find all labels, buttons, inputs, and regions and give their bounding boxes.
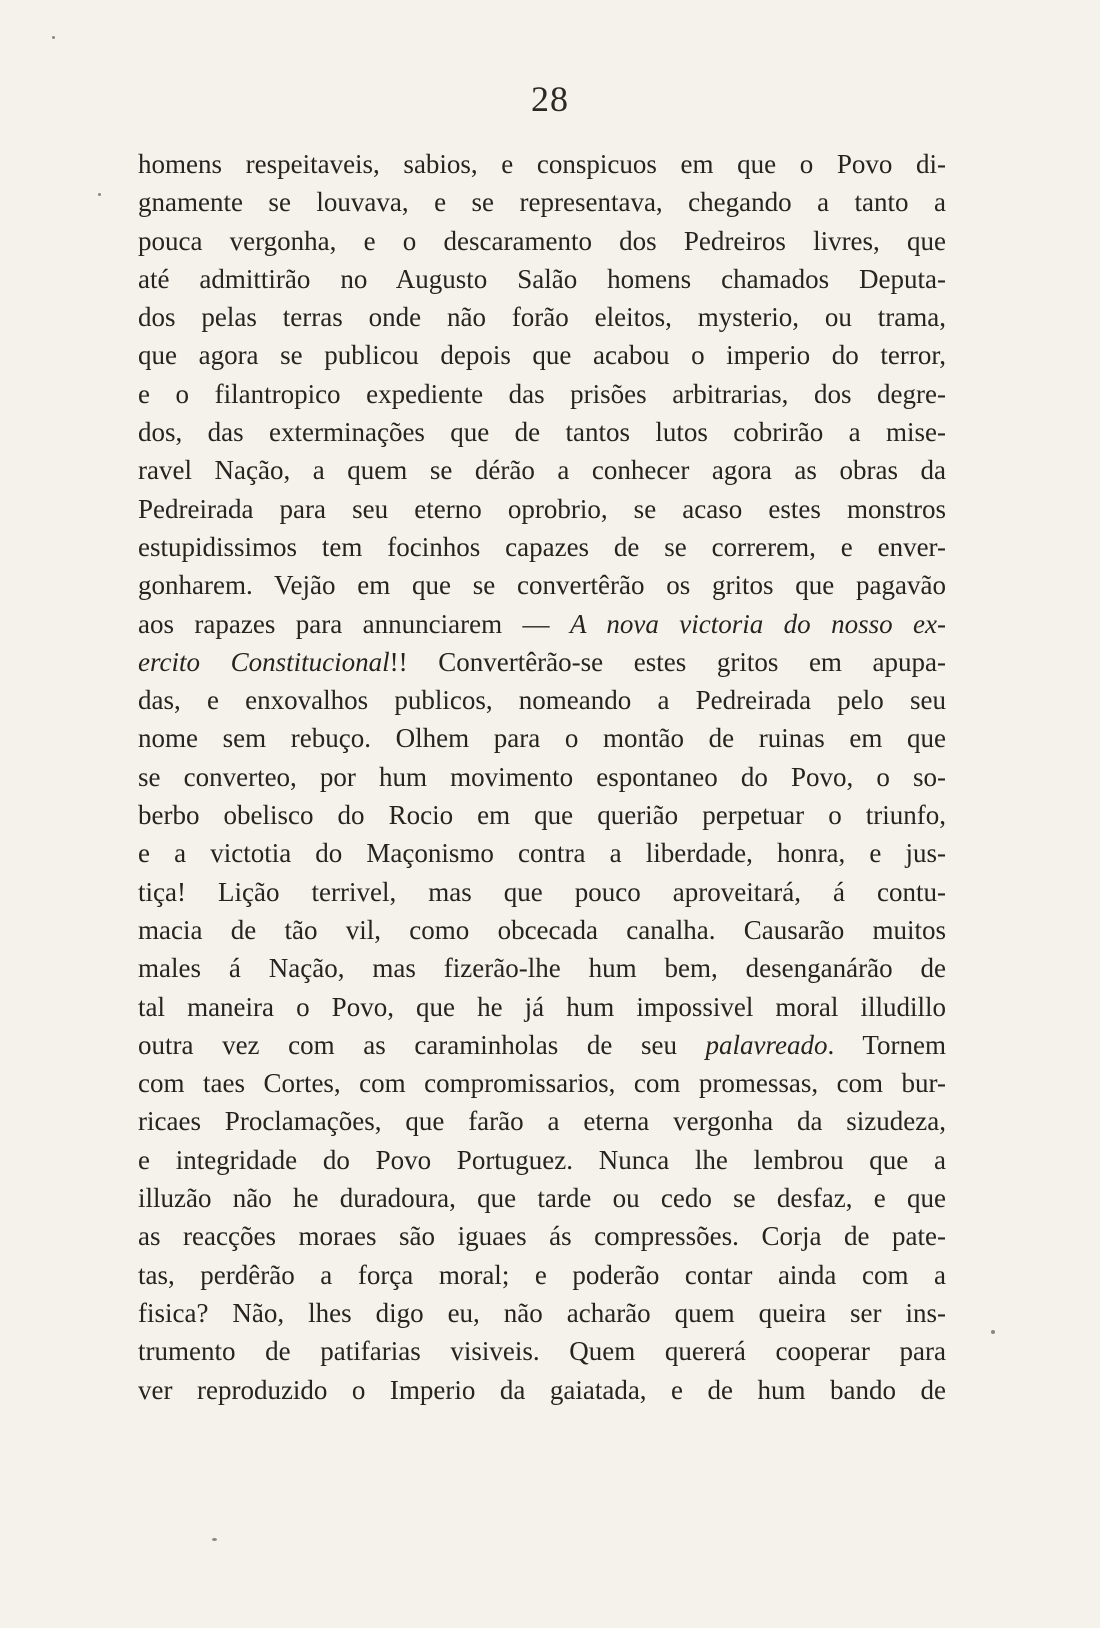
text-line: macia de tão vil, como obcecada canalha. Causarão muitos <box>138 914 946 945</box>
text-line: nome sem rebuço. Olhem para o montão de ruinas em que <box>138 723 946 754</box>
text-line: Pedreirada para seu eterno oprobrio, se acaso estes monstros <box>138 493 946 524</box>
text-line: e o filantropico expediente das prisões arbitrarias, dos degre- <box>138 378 946 409</box>
text-line: gonharem. Vejão em que se convertêrão os gritos que pagavão <box>138 570 946 601</box>
text-line: males á Nação, mas fizerão-lhe hum bem, desenganárão de <box>138 953 946 984</box>
text-segment: aos rapazes para annunciarem — <box>138 608 570 639</box>
text-line: gnamente se louvava, e se representava, chegando a tanto a <box>138 187 946 218</box>
text-line: que agora se publicou depois que acabou o imperio do terror, <box>138 340 946 371</box>
text-line: ricaes Proclamações, que farão a eterna vergonha da sizudeza, <box>138 1106 946 1137</box>
text-line: fisica? Não, lhes digo eu, não acharão quem queira ser ins- <box>138 1297 946 1328</box>
text-line: dos, das exterminações que de tantos lutos cobrirão a mise- <box>138 417 946 448</box>
text-line: estupidissimos tem focinhos capazes de se correrem, e enver- <box>138 531 946 562</box>
text-line: homens respeitaveis, sabios, e conspicuos em que o Povo di- <box>138 149 946 179</box>
text-line: pouca vergonha, e o descaramento dos Pedreiros livres, que <box>138 225 946 256</box>
text-line: e a victotia do Maçonismo contra a liberdade, honra, e jus- <box>138 838 946 869</box>
text-line: dos pelas terras onde não forão eleitos, mysterio, ou trama, <box>138 302 946 333</box>
italic-phrase: ercito Constitucional <box>138 646 390 677</box>
text-line <box>138 1026 946 1064</box>
text-line: tas, perdêrão a força moral; e poderão contar ainda com a <box>138 1259 946 1290</box>
body-text <box>138 145 946 1409</box>
text-line: das, e enxovalhos publicos, nomeando a Pedreirada pelo seu <box>138 685 946 716</box>
margin-speck <box>212 1538 217 1541</box>
text-line: as reacções moraes são iguaes ás compressões. Corja de pate- <box>138 1221 946 1252</box>
text-line: berbo obelisco do Rocio em que querião perpetuar o triunfo, <box>138 800 946 831</box>
margin-speck <box>991 1330 995 1334</box>
text-line <box>138 605 946 643</box>
text-line: tal maneira o Povo, que he já hum impossivel moral illudillo <box>138 991 946 1022</box>
text-line: ravel Nação, a quem se dérão a conhecer agora as obras da <box>138 455 946 486</box>
text-segment: outra vez com as caraminholas de seu <box>138 1029 706 1060</box>
text-segment: . Tornem <box>827 1029 946 1060</box>
text-line <box>138 643 946 681</box>
text-line: se converteo, por hum movimento espontaneo do Povo, o so- <box>138 761 946 792</box>
text-line: com taes Cortes, com compromissarios, com promessas, com bur- <box>138 1068 946 1099</box>
text-line: trumento de patifarias visiveis. Quem quererá cooperar para <box>138 1336 946 1367</box>
margin-speck <box>98 193 101 196</box>
text-line: ver reproduzido o Imperio da gaiatada, e de hum bando de <box>138 1374 946 1405</box>
text-line: até admittirão no Augusto Salão homens chamados Deputa- <box>138 263 946 294</box>
page-number: 28 <box>531 79 569 119</box>
text-segment: !! Convertêrão-se estes gritos em apupa- <box>389 646 947 677</box>
italic-phrase: A nova victoria do nosso ex- <box>569 608 946 639</box>
text-line: tiça! Lição terrivel, mas que pouco aproveitará, á contu- <box>138 876 946 907</box>
margin-speck <box>52 36 55 39</box>
text-line: illuzão não he duradoura, que tarde ou cedo se desfaz, e que <box>138 1183 946 1214</box>
text-line: e integridade do Povo Portuguez. Nunca lhe lembrou que a <box>138 1144 946 1175</box>
italic-phrase: palavreado <box>705 1029 828 1060</box>
